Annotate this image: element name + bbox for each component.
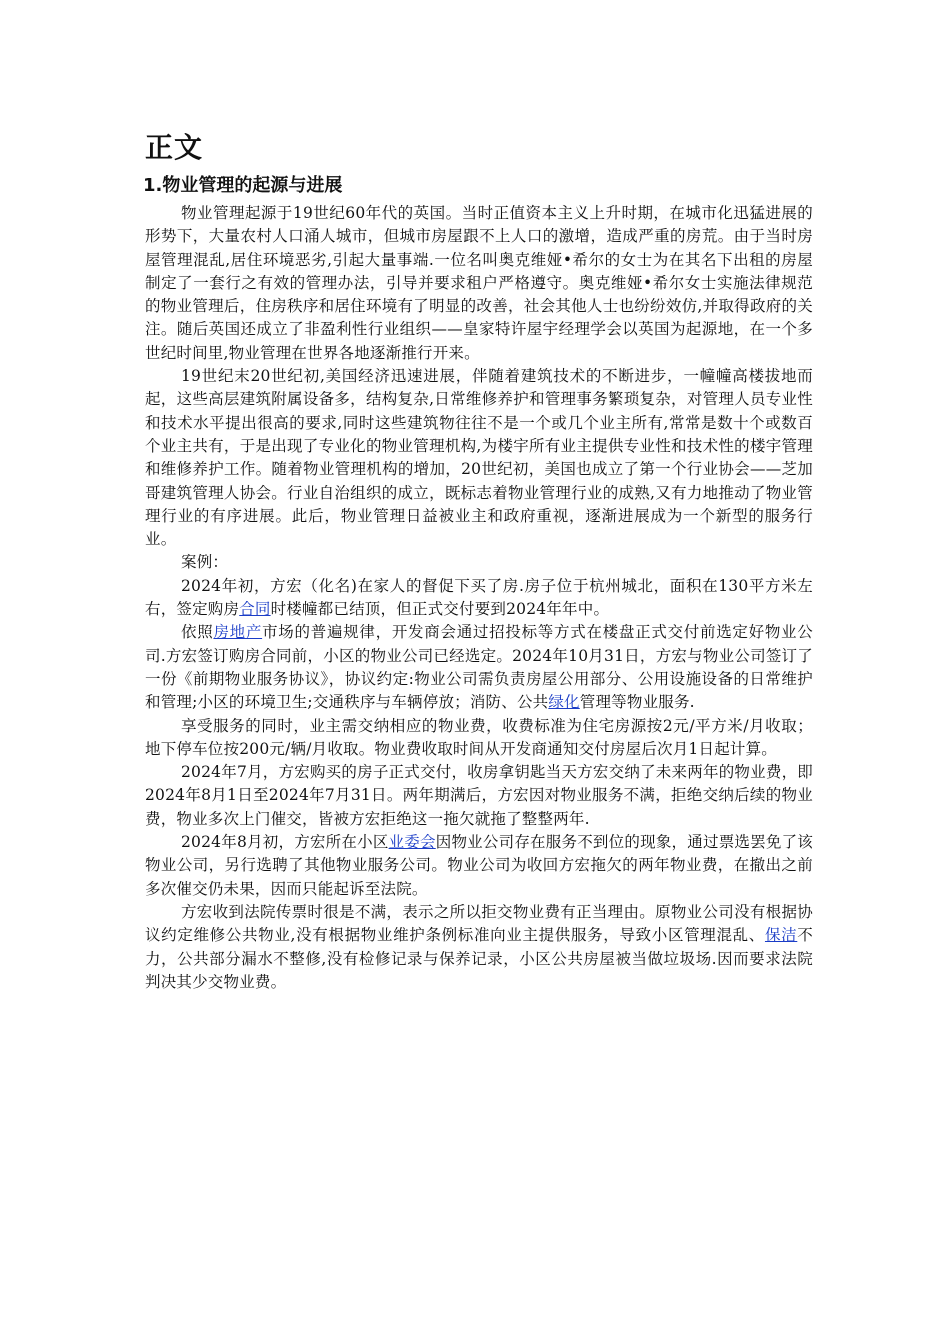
paragraph-text: 2024年7月，方宏购买的房子正式交付，收房拿钥匙当天方宏交纳了未来两年的物业费，即2024年8月1日至2024年7月31日。两年期满后，方宏因对物业服务不满，拒绝交纳后续的物业费，物业多次上门催交，皆被方宏拒绝这一拖欠就拖了整整两年. (145, 763, 813, 828)
paragraph (145, 831, 813, 901)
hyperlink[interactable]: 合同 (239, 600, 271, 619)
hyperlink[interactable]: 绿化 (548, 693, 580, 712)
paragraph-text: 管理等物业服务. (579, 693, 695, 712)
paragraph-text: 物业管理起源于19世纪60年代的英国。当时正值资本主义上升时期，在城市化迅猛进展的形势下，大量农村人口涌人城市，但城市房屋跟不上人口的激增，造成严重的房荒。由于当时房屋管理混乱,居住环境恶劣,引起大量事端.一位名叫奥克维娅•希尔的女士为在其名下出租的房屋制定了一套行之有效的管理办法，引导并要求租户严格遵守。奥克维娅•希尔女士实施法律规范的物业管理后，住房秩序和居住环境有了明显的改善，社会其他人士也纷纷效仿,并取得政府的关注。随后英国还成立了非盈利性行业组织——皇家特许屋宇经理学会以英国为起源地，在一个多世纪时间里,物业管理在世界各地逐渐推行开来。 (145, 204, 813, 362)
paragraph-text: 2024年8月初，方宏所在小区 (181, 833, 389, 852)
paragraph-text: 2024年初，方宏（化名)在家人的督促下买了房.房子位于杭州城北，面积在130平方米左右，签定购房 (145, 576, 813, 619)
paragraph-text: 时楼幢都已结顶，但正式交付要到2024年年中。 (270, 600, 610, 619)
paragraph-text: 方宏收到法院传票时很是不满，表示之所以拒交物业费有正当理由。原物业公司没有根据协议约定维修公共物业,没有根据物业维护条例标准向业主提供服务，导致小区管理混乱、 (145, 902, 813, 945)
paragraph (145, 575, 813, 622)
paragraph-text: 案例： (181, 553, 229, 572)
document-page (145, 128, 813, 994)
paragraph-text: 市场的普遍规律，开发商会通过招投标等方式在楼盘正式交付前选定好物业公司.方宏签订购房合同前，小区的物业公司已经选定。2024年10月31日，方宏与物业公司签订了一份《前期物业服务协议》，协议约定:物业公司需负责房屋公用部分、公用设施设备的日常维护和管理;小区的环境卫生;交通秩序与车辆停放；消防、公共 (145, 623, 813, 712)
section-heading: 1.物业管理的起源与进展 (143, 175, 343, 196)
paragraph (145, 761, 813, 831)
paragraph (145, 715, 813, 762)
paragraph-text: 因物业公司存在服务不到位的现象，通过票选罢免了该物业公司，另行选聘了其他物业服务公司。物业公司为收回方宏拖欠的两年物业费，在撤出之前多次催交仍未果，因而只能起诉至法院。 (145, 833, 813, 898)
hyperlink[interactable]: 房地产 (213, 623, 263, 642)
paragraph-text: 享受服务的同时，业主需交纳相应的物业费，收费标准为住宅房源按2元/平方米/月收取；地下停车位按200元/辆/月收取。物业费收取时间从开发商通知交付房屋后次月1日起计算。 (145, 716, 813, 758)
document-body (145, 202, 813, 994)
paragraph-text: 依照 (181, 623, 214, 642)
document-title: 正文 (145, 131, 204, 164)
paragraph-text: 不力，公共部分漏水不整修,没有检修记录与保养记录，小区公共房屋被当做垃圾场.因而要求法院判决其少交物业费。 (145, 926, 813, 991)
hyperlink[interactable]: 业委会 (388, 833, 436, 852)
paragraph (145, 621, 813, 714)
paragraph (145, 551, 813, 574)
paragraph (145, 202, 813, 365)
hyperlink[interactable]: 保洁 (764, 926, 798, 945)
paragraph (145, 901, 813, 994)
paragraph (145, 365, 813, 551)
paragraph-text: 19世纪末20世纪初,美国经济迅速进展，伴随着建筑技术的不断进步，一幢幢高楼拔地而起，这些高层建筑附属设备多，结构复杂,日常维修养护和管理事务繁琐复杂，对管理人员专业性和技术水平提出很高的要求,同时这些建筑物往往不是一个或几个业主所有,常常是数十个或数百个业主共有，于是出现了专业化的物业管理机构,为楼宇所有业主提供专业性和技术性的楼宇管理和维修养护工作。随着物业管理机构的增加，20世纪初，美国也成立了第一个行业协会——芝加哥建筑管理人协会。行业自治组织的成立，既标志着物业管理行业的成熟,又有力地推动了物业管理行业的有序进展。此后，物业管理日益被业主和政府重视，逐渐进展成为一个新型的服务行业。 (145, 367, 813, 549)
